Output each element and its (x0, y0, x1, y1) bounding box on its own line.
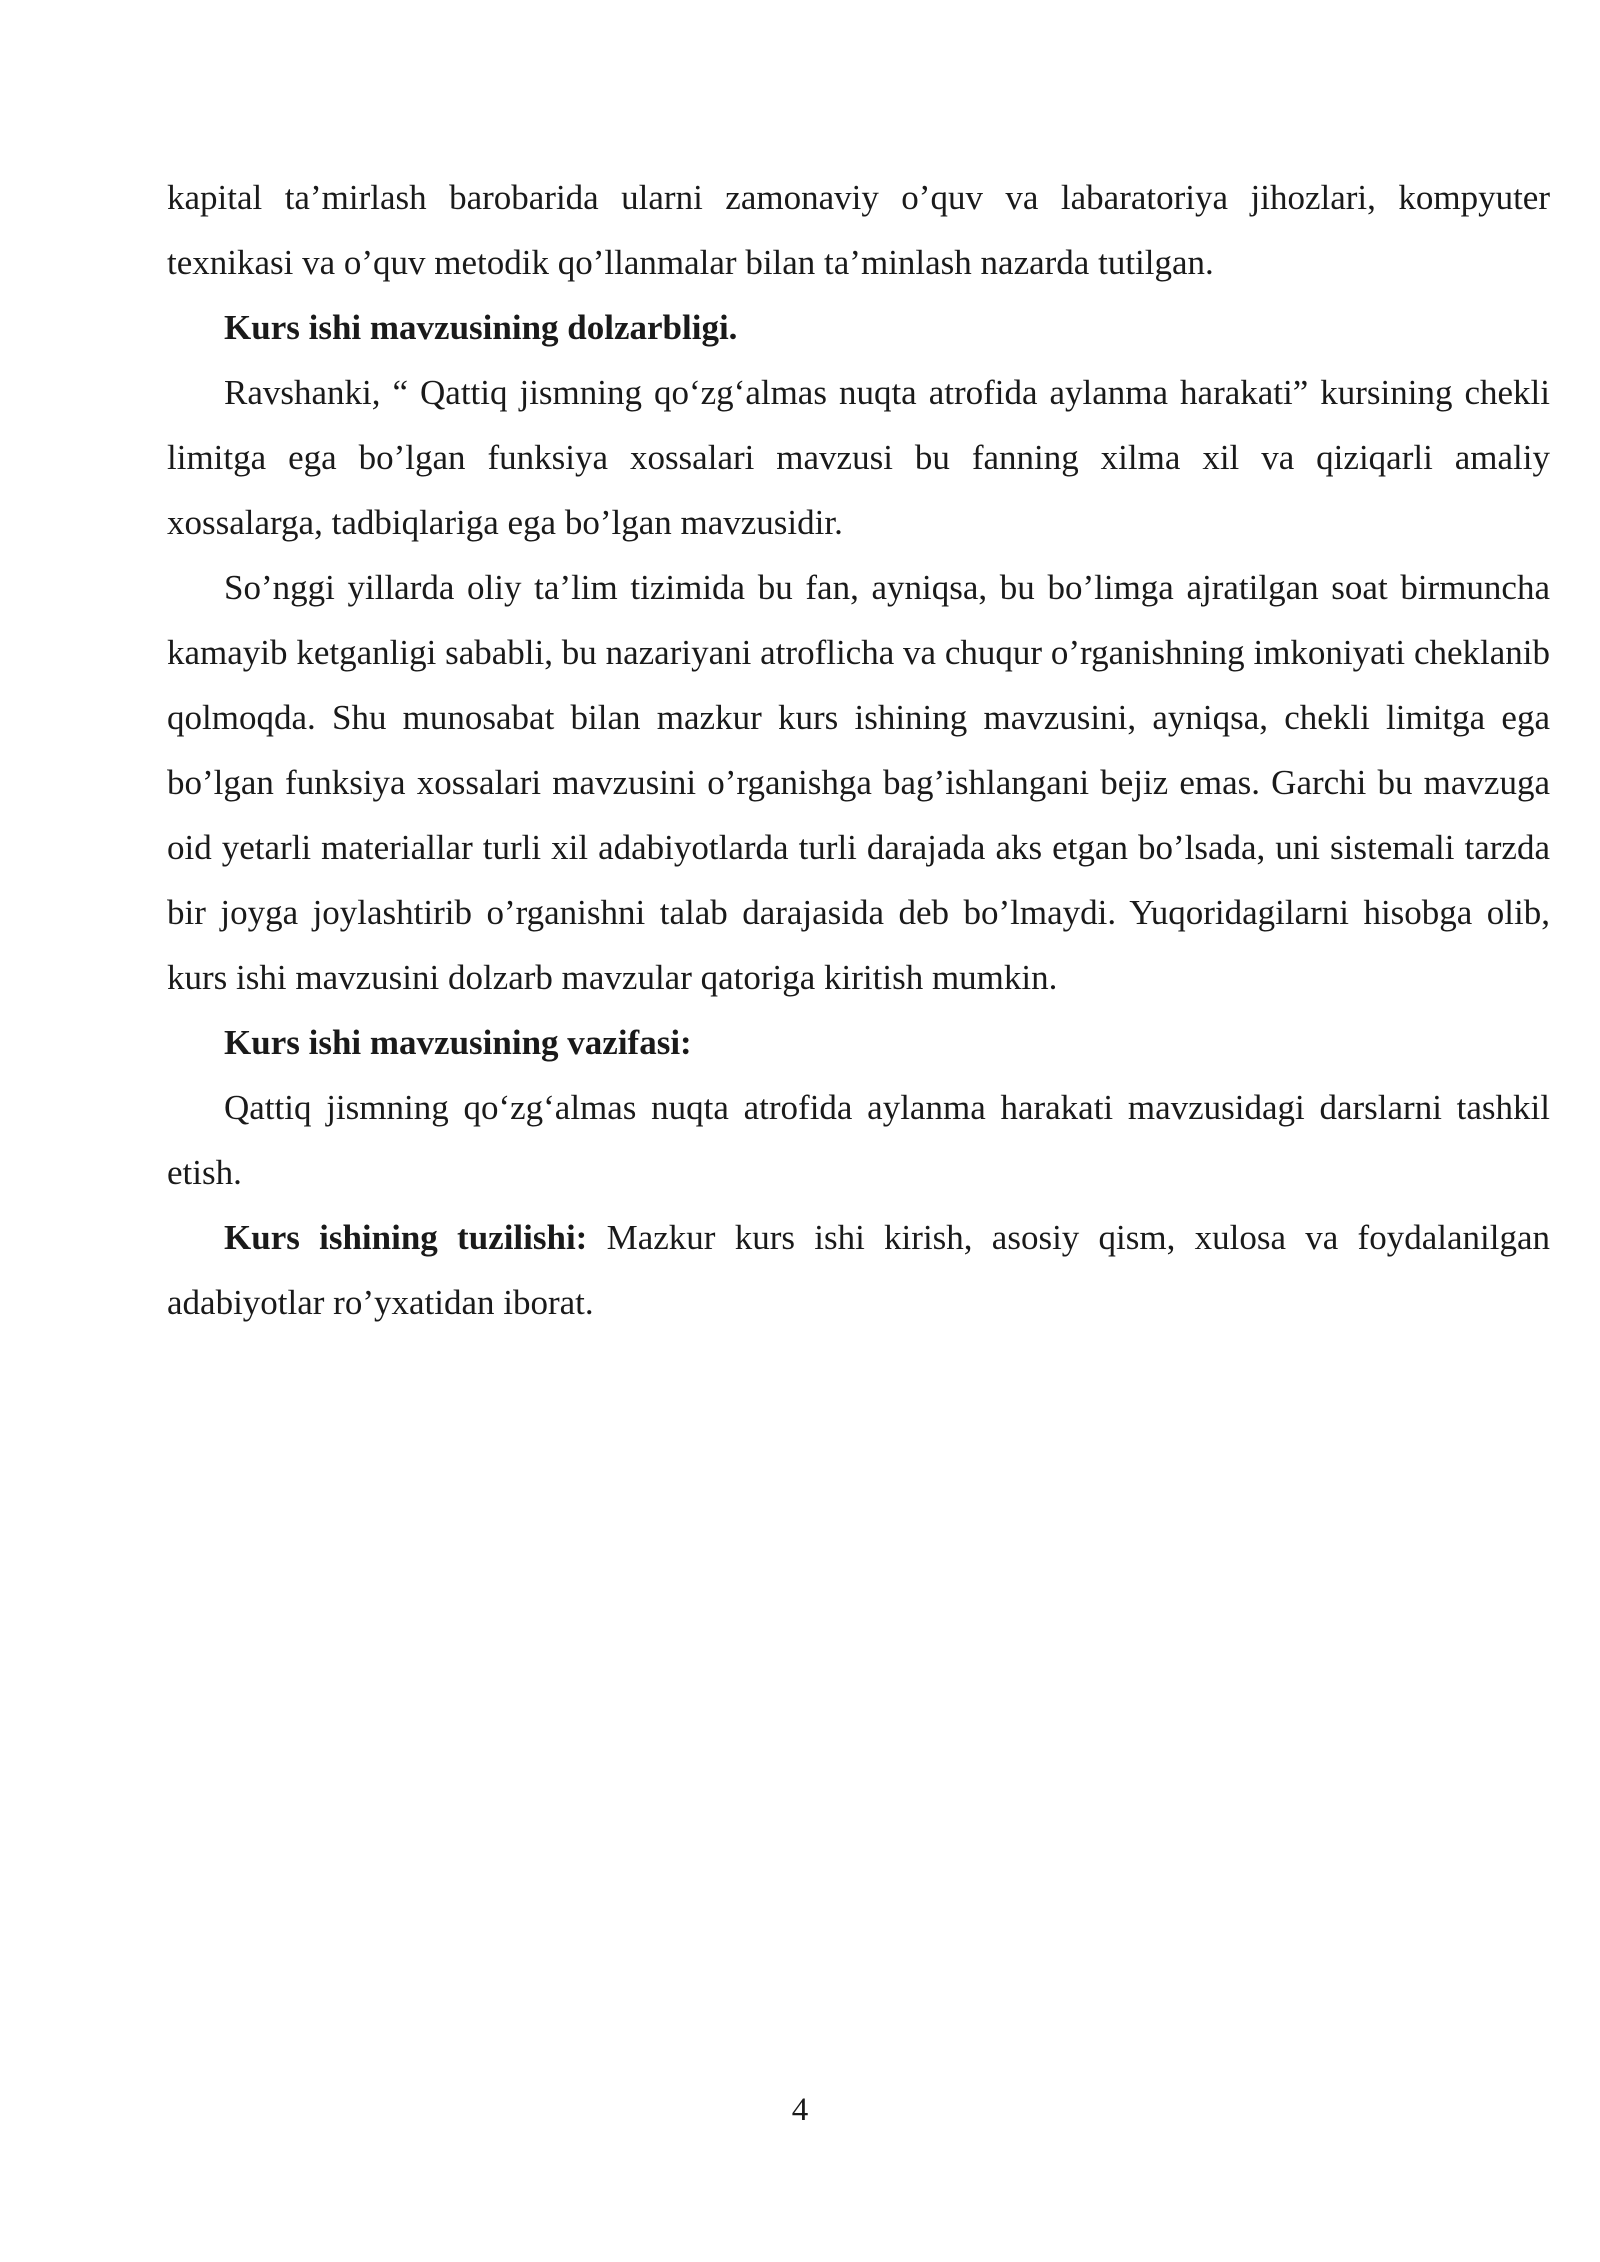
paragraph-task: Qattiq jismning qo‘zg‘almas nuqta atrofida aylanma harakati mavzusidagi darslarni tashkil etish. (167, 1088, 1550, 1192)
paragraph-relevance-2: So’nggi yillarda oliy ta’lim tizimida bu fan, ayniqsa, bu bo’limga ajratilgan soat birmuncha kamayib ketganligi sababli, bu nazariyani atroflicha va chuqur o’rganishning imkoniyati cheklanib qolmoqda. Shu munosabat bilan mazkur kurs ishining mavzusini, ayniqsa, chekli limitga ega bo’lgan funksiya xossalari mavzusini o’rganishga bag’ishlangani bejiz emas. Garchi bu mavzuga oid yetarli materiallar turli xil adabiyotlarda turli darajada aks etgan bo’lsada, uni sistemali tarzda bir joyga joylashtirib o’rganishni talab darajasida deb bo’lmaydi. Yuqoridagilarni hisobga olib, kurs ishi mavzusini dolzarb mavzular qatoriga kiritish mumkin. (167, 568, 1550, 997)
paragraph-continuation: kapital ta’mirlash barobarida ularni zamonaviy o’quv va labaratoriya jihozlari, kompyuter texnikasi va o’quv metodik qo’llanmalar bilan ta’minlash nazarda tutilgan. (167, 178, 1550, 282)
heading-task: Kurs ishi mavzusining vazifasi: (224, 1023, 692, 1062)
heading-relevance: Kurs ishi mavzusining dolzarbligi. (224, 308, 738, 347)
structure-text: Mazkur kurs ishi kirish, asosiy qism, xulosa va foydalanilgan adabiyotlar ro’yxatidan iborat. (167, 1218, 1550, 1322)
structure-label: Kurs ishining tuzilishi: (224, 1218, 588, 1257)
page-number: 4 (791, 2092, 809, 2128)
paragraph-relevance-1: Ravshanki, “ Qattiq jismning qo‘zg‘almas nuqta atrofida aylanma harakati” kursining chekli limitga ega bo’lgan funksiya xossalari mavzusi bu fanning xilma xil va qiziqarli amaliy xossalarga, tadbiqlariga ega bo’lgan mavzusidir. (167, 373, 1550, 542)
document-page (167, 165, 1550, 1335)
paragraph-structure (167, 1205, 1550, 1335)
